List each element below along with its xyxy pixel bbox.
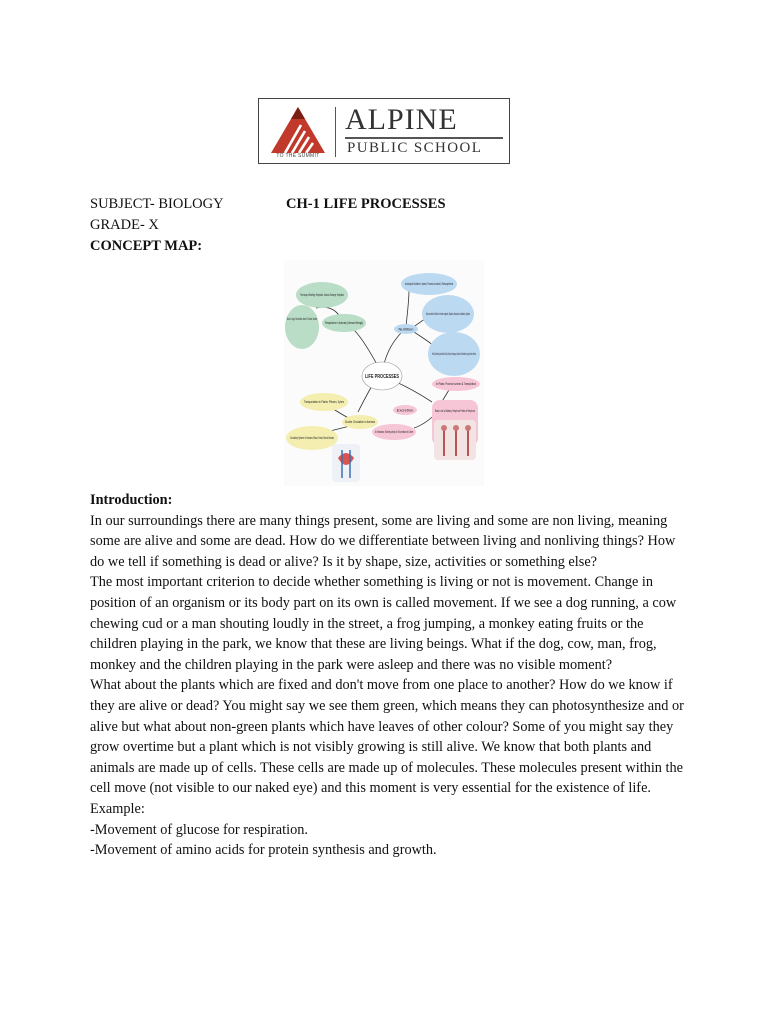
steps-text: Steps involved in Nutrition in Animals: Ingestion, Digestion, Absorption, Assimilation, Egestion xyxy=(426,311,470,316)
nutrition-text: Nutrition xyxy=(398,326,414,332)
heart-illustration-icon xyxy=(332,444,360,482)
resp-organs-node xyxy=(285,305,319,349)
excretion-text: Excretion xyxy=(396,407,414,413)
three-ways-node xyxy=(296,282,348,308)
example-label: Example: xyxy=(90,800,145,817)
example-item-1: -Movement of glucose for respiration. xyxy=(90,821,308,838)
introduction-section xyxy=(90,490,690,861)
autotrophic-text: Autotrophic Nutrition in plants, Process Involved & Photosynthesis xyxy=(405,281,453,286)
alimentary-text: Parts of Alimentary Canal: Mouth Cavity, Pharynx, Oesophagus, Stomach, Small Intestine, Large Intestine, Rectum xyxy=(432,351,477,356)
circulatory-node xyxy=(286,426,338,450)
kidney-text: Basic unit of kidney: Nephron Parts of Nephron xyxy=(435,408,475,413)
logo-rule xyxy=(345,137,503,139)
life-processes-node xyxy=(362,362,402,390)
steps-node xyxy=(422,295,474,333)
transport-plants-node xyxy=(300,393,348,411)
plants-excretion-text: In Plants: Process Involved & Transpiration xyxy=(436,381,476,386)
school-logo xyxy=(258,98,510,164)
intro-paragraph-3: What about the plants which are fixed and don't move from one place to another? How do we know if they are alive or dead? You might say we see them green, which means they can photosynthesize and or alive but what about non-green plants which have leaves of other colour? Some of you might say they grow overtime but a plant which is not visibly growing is still alive. We know that both plants and animals are made up of cells. These cells are made up of molecules. These molecules present within the cell move (not visible to our naked eye) and this moment is very essential for the existence of life. xyxy=(90,677,684,797)
alimentary-node xyxy=(428,332,480,376)
kidney-illustration-icon xyxy=(434,420,476,460)
introduction-heading: Introduction: xyxy=(90,492,173,508)
organs-text: Mouth, Lungs, Bronchioles, Alveoli, Trachea, Nostrils xyxy=(287,316,317,321)
example-item-2: -Movement of amino acids for protein synthesis and growth. xyxy=(90,842,437,859)
transport-plants-text: Transportation in Plants: Phloem, Xylem xyxy=(304,399,345,404)
autotrophic-node xyxy=(401,273,457,295)
humans-excretion-text: In Humans: Kidneys help in Excretion of Urine xyxy=(375,429,414,434)
nutrition-node xyxy=(394,324,418,334)
double-circulation-node xyxy=(342,415,378,429)
excretion-node xyxy=(393,405,417,415)
logo-divider xyxy=(335,107,336,157)
resp-animals-text: Respiration in Animals (Human Beings) xyxy=(325,320,364,325)
three-ways-text: Three ways of Breathing: Respiration, Gaseous Exchange, Respiration xyxy=(300,292,344,297)
plants-excretion-node xyxy=(432,377,480,391)
logo-tagline: TO THE SUMMIT xyxy=(276,153,320,159)
school-name: ALPINE xyxy=(345,103,458,136)
concept-map xyxy=(284,260,484,486)
double-circulation-text: Double Circulation in Animals xyxy=(345,419,375,424)
life-processes-text: LIFE PROCESSES xyxy=(365,374,400,380)
intro-paragraph-2: The most important criterion to decide whether something is living or not is movement. Change in position of an organism or its body part on its own is called movement. If we see a dog running, a cow chewing cud or a man shouting loudly in the street, a frog jumping, a monkey eating fruits or the children playing in the park, we know that these are living beings. What if the dog, cow, man, frog, monkey and the children playing in the park were asleep and there was no visible moment? xyxy=(90,574,677,673)
concept-map-label: CONCEPT MAP: xyxy=(90,238,203,254)
humans-excretion-node xyxy=(372,424,416,440)
grade-label: GRADE- X xyxy=(90,217,159,233)
mountain-logo-icon xyxy=(265,103,331,155)
chapter-title: CH-1 LIFE PROCESSES xyxy=(286,196,446,212)
school-subtitle: PUBLIC SCHOOL xyxy=(347,140,483,156)
intro-paragraph-1: In our surroundings there are many things present, some are living and some are non living, meaning some are alive and some are dead. How do we differentiate between living and nonliving things? How do we tell if something is dead or alive? Is it by shape, size, activities or something else? xyxy=(90,512,676,570)
resp-animals-node xyxy=(322,314,366,332)
circulatory-text: Circulatory System in Humans: Blood, Heart, Blood Vessels xyxy=(290,435,334,440)
subject-label: SUBJECT- BIOLOGY xyxy=(90,196,224,212)
